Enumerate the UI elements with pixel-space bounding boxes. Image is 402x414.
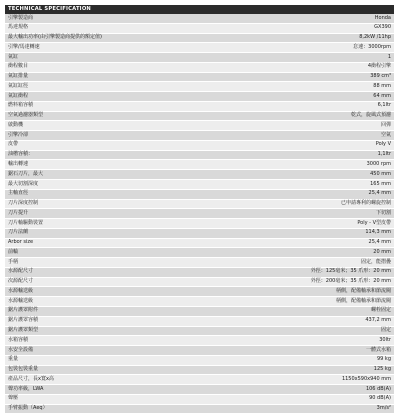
spec-label: 氣缸缸徑 xyxy=(8,82,29,89)
spec-value: 螺栓固定 xyxy=(370,307,391,314)
spec-label: 鋸片護罩類型 xyxy=(8,327,39,333)
spec-value: 固定，能摺疊 xyxy=(360,258,391,265)
spec-label: 刀片深度控制 xyxy=(8,200,39,207)
spec-value: Honda xyxy=(374,14,391,21)
spec-label: 啟動機 xyxy=(8,121,24,128)
spec-row xyxy=(5,405,394,414)
spec-label: 刀片提升 xyxy=(8,209,29,216)
spec-label: 空氣過濾器類型 xyxy=(8,112,44,119)
spec-label: 次源配尺寸 xyxy=(8,278,34,285)
spec-value: 下切割 xyxy=(375,209,391,216)
spec-value: 114,3 mm xyxy=(365,229,391,236)
spec-label: 刀片軸驅動裝置 xyxy=(8,219,44,226)
spec-value: 已申請專利的螺旋控制 xyxy=(340,200,391,207)
spec-label: 馬達規格 xyxy=(8,24,29,31)
spec-label: 燃料箱容積 xyxy=(8,102,34,109)
spec-label: 手柄 xyxy=(8,258,19,265)
spec-label: 輸出轉速 xyxy=(8,160,29,167)
spec-table-header: TECHNICAL SPECIFICATION xyxy=(5,5,394,14)
spec-value: Poly - V型皮帶 xyxy=(357,219,391,226)
spec-label: 引擎冷卻 xyxy=(8,131,29,138)
spec-value: 88 mm xyxy=(373,82,391,89)
spec-value: 乾式，旋風式預濾 xyxy=(350,112,391,119)
spec-label: 鋸片護罩附件 xyxy=(8,307,39,314)
spec-value: 8,2kW /11hp xyxy=(359,34,391,41)
spec-value: 64 mm xyxy=(373,92,391,99)
spec-value: 柄側，配備軸承和節流閥 xyxy=(335,297,391,304)
spec-value: 1150x590x940 mm xyxy=(341,375,391,382)
spec-value: 6,1ltr xyxy=(377,102,391,109)
spec-value: 柄側，配備軸承和節流閥 xyxy=(335,287,391,294)
spec-label: 油槽容積： xyxy=(8,151,34,158)
spec-label: 重量 xyxy=(8,356,19,363)
spec-value: 99 kg xyxy=(376,356,391,363)
spec-value: 30ltr xyxy=(379,336,391,343)
spec-label: 前輪 xyxy=(8,248,19,255)
spec-label: 水源輸送級 xyxy=(8,297,34,304)
spec-value: 一體式水箱 xyxy=(365,346,391,353)
spec-label: 衝程數目 xyxy=(8,63,29,70)
spec-table xyxy=(5,14,394,414)
spec-label: 皮帶 xyxy=(8,141,19,148)
spec-label: 鋸片護罩容積 xyxy=(8,317,39,324)
spec-label: 聲功率級，LWA xyxy=(8,385,44,392)
spec-label: 水源配尺寸 xyxy=(8,268,34,275)
spec-label: 最大切割深度 xyxy=(8,180,39,187)
spec-label: 氣缸排量 xyxy=(8,73,29,80)
spec-value: 25,4 mm xyxy=(368,239,391,246)
spec-value: 25,4 mm xyxy=(368,190,391,197)
spec-value: 106 dB(A) xyxy=(365,385,391,392)
spec-value: 20 mm xyxy=(373,248,391,255)
spec-value: 固定 xyxy=(380,327,391,333)
spec-label: 水箱容積 xyxy=(8,336,29,343)
spec-value: 3000 rpm xyxy=(366,160,391,167)
spec-value: 125 kg xyxy=(373,366,391,373)
spec-value: 389 cm³ xyxy=(370,73,391,80)
spec-value: 外徑：125毫米；35 爪形：20 mm xyxy=(310,268,391,275)
spec-value: 90 dB(A) xyxy=(369,395,391,402)
spec-value: 3m/s² xyxy=(376,405,391,412)
spec-value: Poly V xyxy=(375,141,391,148)
spec-value: 4衝程引擎 xyxy=(367,63,391,70)
spec-value: 165 mm xyxy=(370,180,391,187)
spec-value: 空氣 xyxy=(380,131,391,138)
spec-value: 1,1ltr xyxy=(377,151,391,158)
spec-value: 1 xyxy=(387,53,391,60)
spec-label: 產品尺寸，長x寬x高 xyxy=(8,375,54,382)
spec-label: 水源輸送級 xyxy=(8,287,34,294)
spec-label: 手臂振動（Aeq） xyxy=(8,405,48,412)
spec-label: 水安全設備 xyxy=(8,346,34,353)
spec-label: 包裝包裝重量 xyxy=(8,366,39,373)
spec-value: 回彈 xyxy=(380,121,391,128)
spec-label: 主軸直徑 xyxy=(8,190,29,197)
spec-label: 鋸石刀片，最大 xyxy=(8,170,44,177)
spec-sheet xyxy=(5,5,394,414)
spec-label: 聲壓 xyxy=(8,395,19,402)
spec-label: 氣缸衝程 xyxy=(8,92,29,99)
spec-label: Arbor size xyxy=(8,239,34,246)
spec-value: 怠速：3000rpm xyxy=(353,43,391,50)
spec-label: 引擎/馬達轉速 xyxy=(8,43,40,50)
spec-label: 氣缸 xyxy=(8,53,19,60)
spec-value: 450 mm xyxy=(370,170,391,177)
spec-value: 外徑：200毫米；35 爪形：20 mm xyxy=(310,278,391,285)
spec-value: GX390 xyxy=(374,24,391,31)
spec-label: 引擎製造商 xyxy=(8,14,34,21)
spec-value: 437,2 mm xyxy=(365,317,391,324)
spec-label: 刀片法蘭 xyxy=(8,229,29,236)
spec-label: 最大輸出功率(由引擎製造商提供的額定值) xyxy=(8,34,102,41)
